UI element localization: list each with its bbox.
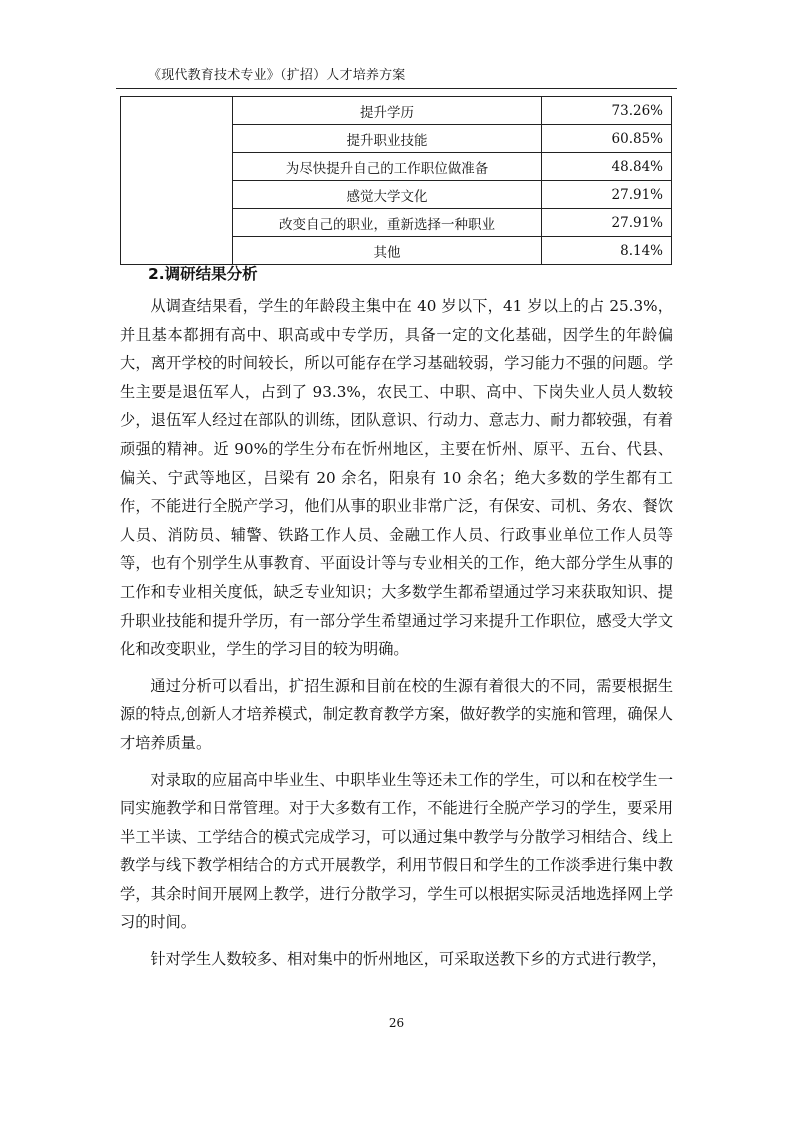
table-cell-label: 提升学历 (233, 97, 542, 125)
paragraph: 通过分析可以看出，扩招生源和目前在校的生源有着很大的不同，需要根据生源的特点,创新人才培养模式，制定教育教学方案，做好教学的实施和管理，确保人才培养质量。 (120, 676, 673, 752)
table-cell-value: 48.84% (542, 153, 672, 181)
table-cell-value: 27.91% (542, 209, 672, 237)
table-cell-value: 27.91% (542, 181, 672, 209)
table-cell-value: 73.26% (542, 97, 672, 125)
paragraph: 针对学生人数较多、相对集中的忻州地区，可采取送教下乡的方式进行教学， (150, 950, 667, 969)
table-cell-label: 为尽快提升自己的工作职位做准备 (233, 153, 542, 181)
paragraph: 从调查结果看，学生的年龄段主集中在 40 岁以下，41 岁以上的占 25.3%，并且基本都拥有高中、职高或中专学历，具备一定的文化基础，因学生的年龄偏大，离开学校的时间较长，所以可能存在学习基础较弱，学习能力不强的问题。学生主要是退伍军人，占到了 93.3%，农民工、中职、高中、下岗失业人员人数较少，退伍军人经过在部队的训练，团队意识、行动力、意志力、耐力都较强，有着顽强的精神。近 90%的学生分布在忻州地区，主要在忻州、原平、五台、代县、偏关、宁武等地区，吕梁有 20 余名，阳泉有 10 余名；绝大多数的学生都有工作，不能进行全脱产学习，他们从事的职业非常广泛，有保安、司机、务农、餐饮人员、消防员、辅警、铁路工作人员、金融工作人员、行政事业单位工作人员等等，也有个别学生从事教育、平面设计等与专业相关的工作，绝大部分学生从事的工作和专业相关度低，缺乏专业知识；大多数学生都希望通过学习来获取知识、提升职业技能和提升学历，有一部分学生希望通过学习来提升工作职位，感受大学文化和改变职业，学生的学习目的较为明确。 (120, 297, 673, 659)
table-cell-label: 改变自己的职业，重新选择一种职业 (233, 209, 542, 237)
body-text (120, 292, 673, 982)
table-cell-label: 其他 (233, 237, 542, 265)
table-cell-label: 感觉大学文化 (233, 181, 542, 209)
table-merged-cell (121, 97, 233, 265)
survey-table (120, 96, 672, 265)
table-cell-value: 60.85% (542, 125, 672, 153)
table-cell-value: 8.14% (542, 237, 672, 265)
table-cell-label: 提升职业技能 (233, 125, 542, 153)
table-row (121, 97, 672, 125)
paragraph: 对录取的应届高中毕业生、中职毕业生等还未工作的学生，可以和在校学生一同实施教学和日常管理。对于大多数有工作，不能进行全脱产学习的学生，要采用半工半读、工学结合的模式完成学习，可以通过集中教学与分散学习相结合、线上教学与线下教学相结合的方式开展教学，利用节假日和学生的工作淡季进行集中教学，其余时间开展网上教学，进行分散学习，学生可以根据实际灵活地选择网上学习的时间。 (120, 770, 673, 932)
page-header-title: 《现代教育技术专业》（扩招）人才培养方案 (148, 68, 406, 83)
section-heading: 2.调研结果分析 (148, 265, 258, 283)
header-divider (116, 88, 677, 89)
page-number: 26 (388, 1016, 405, 1030)
